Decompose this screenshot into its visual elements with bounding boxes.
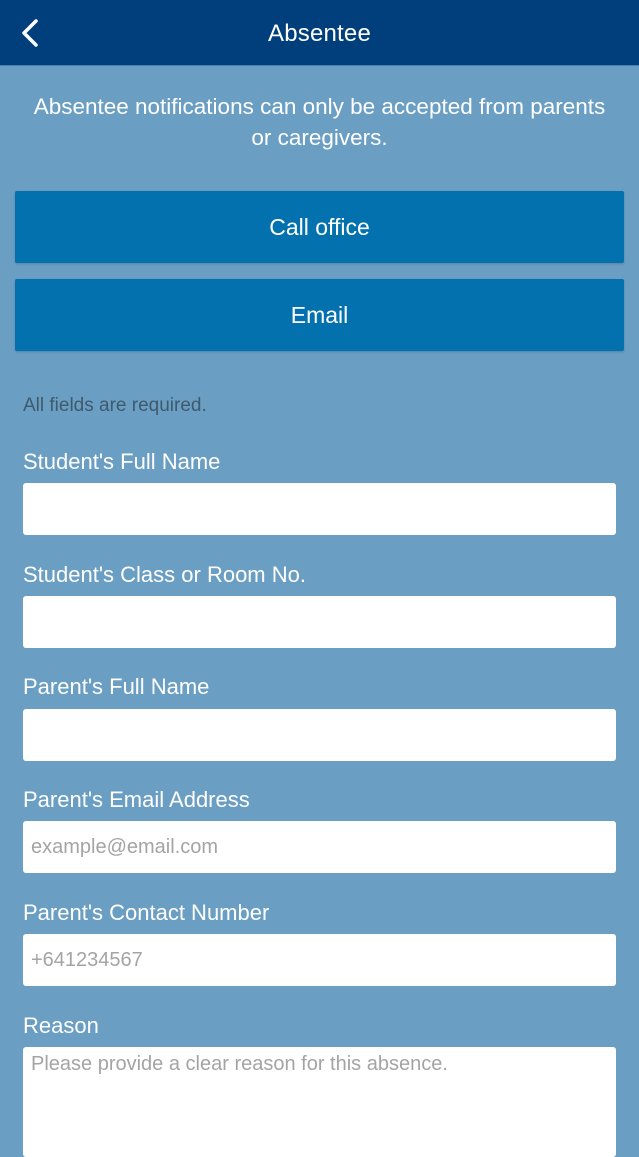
reason-textarea[interactable]: [23, 1047, 616, 1157]
parent-email-input[interactable]: [23, 821, 616, 873]
navbar: [0, 0, 639, 66]
absentee-notice: Absentee notifications can only be accepted from parents or caregivers.: [33, 94, 606, 150]
page-title: Absentee: [267, 20, 371, 47]
required-fields-note: All fields are required.: [23, 395, 207, 416]
parent-contact-label: Parent's Contact Number: [23, 900, 270, 925]
reason-label: Reason: [23, 1013, 99, 1038]
student-full-name-input[interactable]: [23, 483, 616, 535]
student-class-label: Student's Class or Room No.: [23, 562, 306, 587]
email-button[interactable]: Email: [15, 279, 624, 351]
parent-full-name-input[interactable]: [23, 709, 616, 761]
parent-contact-input[interactable]: [23, 934, 616, 986]
parent-full-name-label: Parent's Full Name: [23, 674, 210, 699]
student-full-name-label: Student's Full Name: [23, 449, 221, 474]
student-class-input[interactable]: [23, 596, 616, 648]
call-office-button[interactable]: Call office: [15, 191, 624, 263]
parent-email-label: Parent's Email Address: [23, 787, 250, 812]
